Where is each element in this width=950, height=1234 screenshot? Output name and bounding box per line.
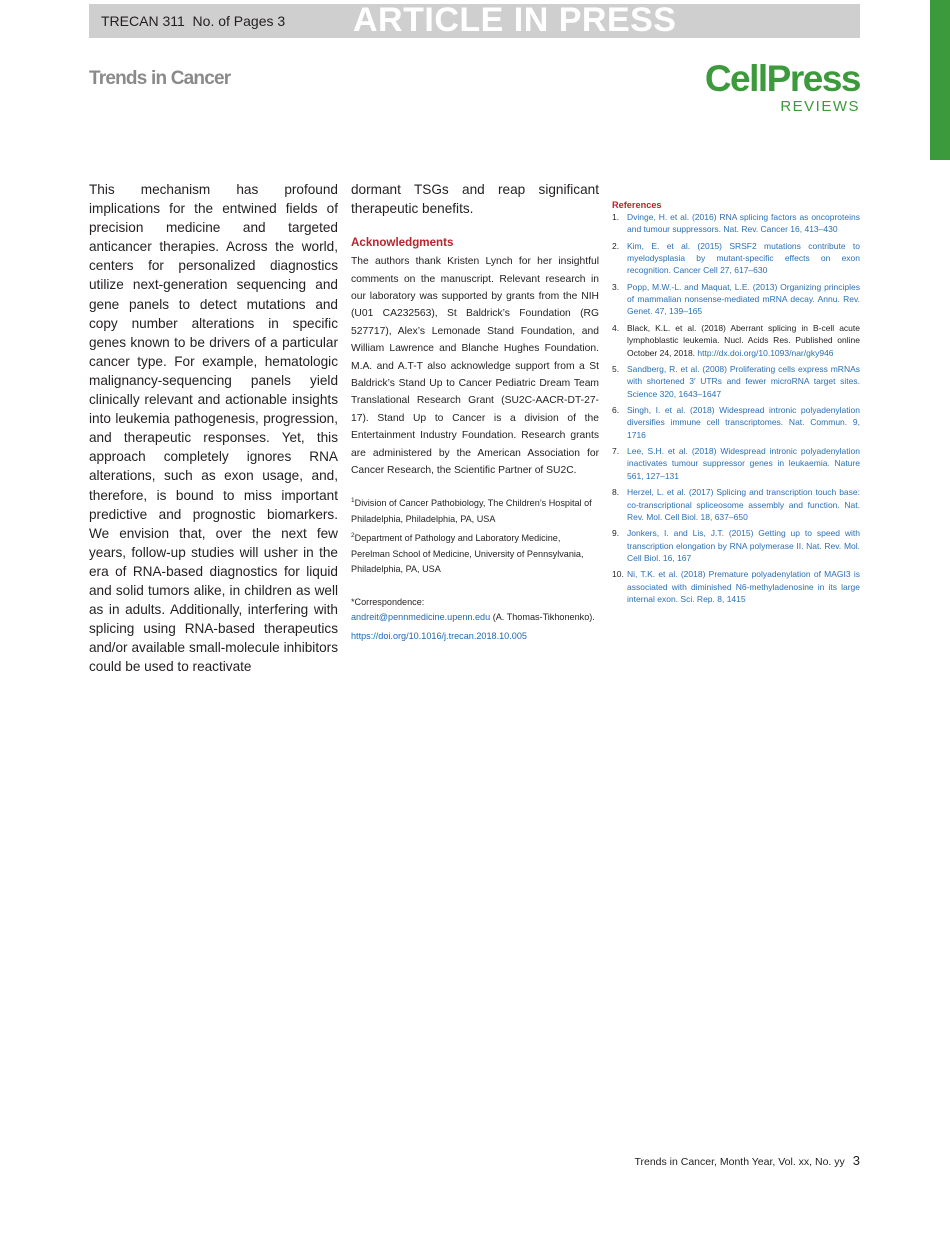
body-text-column: This mechanism has profound implications for the entwined fields of precision medicine and targeted anticancer therapies. Across the world, centers for personalized diagnostics utilize next-generation sequencing and gene panels to detect mutations and copy number alterations in specific genes known to be drivers of a particular cancer type. For example, hematologic malignancy-sequencing panels yield clinically relevant and actionable insights into leukemia pathogenesis, progression, and therapeutic responses. Yet, this approach completely ignores RNA alterations, such as exon usage, and, therefore, is bound to miss important predictive and prognostic biomarkers. We envision that, over the next few years, follow-up studies will usher in the era of RNA-based diagnostics for liquid and solid tumors alike, in children as well as in adults. Additionally, interfering with splicing using RNA-based therapeutics and/or available small-molecule inhibitors could be used to reactivate [89,182,338,675]
reference-item[interactable]: 1. Dvinge, H. et al. (2016) RNA splicing factors as oncoproteins and tumour suppressors. Nat. Rev. Cancer 16, 413–430 [612,212,860,235]
cellpress-logo [704,58,862,118]
affiliation-2: $^2$Department of Pathology and Laboratory Medicine, Perelman School of Medicine, University of Pennsylvania, Philadelphia, PA, USA [351,532,584,575]
references-heading: References [612,200,662,210]
body-text-continuation: dormant TSGs and reap significant therapeutic benefits. [351,182,599,217]
reference-item[interactable]: 2. Kim, E. et al. (2015) SRSF2 mutations contribute to myelodysplasia by mutant-specific effects on exon recognition. Cancer Cell 27, 617–630 [612,240,860,276]
doi-link[interactable]: https://doi.org/10.1016/j.trecan.2018.10.005 [351,631,527,642]
logo-cellpress-text: CellPress [704,58,860,99]
affiliation-1: $^1$Division of Cancer Pathobiology, The Children’s Hospital of Philadelphia, Philadelphia, PA, USA [351,497,592,524]
reference-item[interactable]: 3. Popp, M.W.-L. and Maquat, L.E. (2013) Organizing principles of mammalian nonsense-mediated mRNA decay. Annu. Rev. Genet. 47, 139–165 [612,281,860,317]
page-number: 3 [852,1153,860,1168]
footer-journal-line: Trends in Cancer, Month Year, Vol. xx, No. yy [634,1156,845,1168]
correspondence-email-link[interactable]: andreit@pennmedicine.upenn.edu [351,611,491,622]
reference-item[interactable]: 5. Sandberg, R. et al. (2008) Proliferating cells express mRNAs with shortened 3′ UTRs and fewer microRNA target sites. Science 320, 1643–1647 [612,364,860,399]
manuscript-info: TRECAN 311 No. of Pages 3 [101,13,286,29]
edge-tab [930,0,950,160]
affiliations [351,493,599,577]
reference-item: 4. Black, K.L. et al. (2018) Aberrant splicing in B-cell acute lymphoblastic leukemia. Nucl. Acids Res. Published online October 24, 2018. http://dx.doi.org/10.1093/nar/gky946 [612,322,860,358]
second-column [351,180,599,645]
reference-item[interactable]: 10. Ni, T.K. et al. (2018) Premature polyadenylation of MAGI3 is associated with diminished N6-methyladenosine in its large internal exon. Sci. Rep. 8, 1415 [612,569,860,604]
header-bar [89,1,860,39]
acknowledgments-heading: Acknowledgments [351,236,454,250]
reference-doi-link[interactable]: http://dx.doi.org/10.1093/nar/gky946 [697,347,834,358]
reference-item[interactable]: 8. Herzel, L. et al. (2017) Splicing and transcription touch base: co-transcriptional spliceosome assembly and function. Nat. Rev. Mol. Cell Biol. 18, 637–650 [612,487,860,522]
references-column [612,200,860,609]
article-in-press-label: ARTICLE IN PRESS [353,1,677,39]
correspondence-name: (A. Thomas-Tikhonenko). [490,611,595,622]
acknowledgments-text: The authors thank Kristen Lynch for her insightful comments on the manuscript. Relevant research in our laboratory was supported by grants from the NIH (U01 CA232563), St Baldrick’s Foundation (RG 527717), Alex’s Lemonade Stand Foundation, and William Lawrence and Blanche Hughes Foundation. M.A. and A.T-T also acknowledge support from a St Baldrick’s Stand Up to Cancer Pediatric Dream Team Translational Research Grant (SU2C-AACR-DT-27-17). Stand Up to Cancer is a division of the Entertainment Industry Foundation. Research grants are administered by the American Association for Cancer Research, the Scientific Partner of SU2C. [351,256,599,477]
correspondence-label: *Correspondence: [351,596,425,607]
reference-item[interactable]: 6. Singh, I. et al. (2018) Widespread intronic polyadenylation diversifies immune cell transcriptomes. Nat. Commun. 9, 1716 [612,405,860,440]
reference-item[interactable]: 9. Jonkers, I. and Lis, J.T. (2015) Getting up to speed with transcription elongation by RNA polymerase II. Nat. Rev. Mol. Cell Biol. 16, 167 [612,528,860,563]
correspondence [351,595,599,626]
reference-item[interactable]: 7. Lee, S.H. et al. (2018) Widespread intronic polyadenylation inactivates tumour suppressor genes in leukaemia. Nature 561, 127–131 [612,446,860,481]
logo-reviews-text: REVIEWS [780,98,860,115]
page-footer [634,1153,860,1168]
journal-title: Trends in Cancer [89,68,231,89]
